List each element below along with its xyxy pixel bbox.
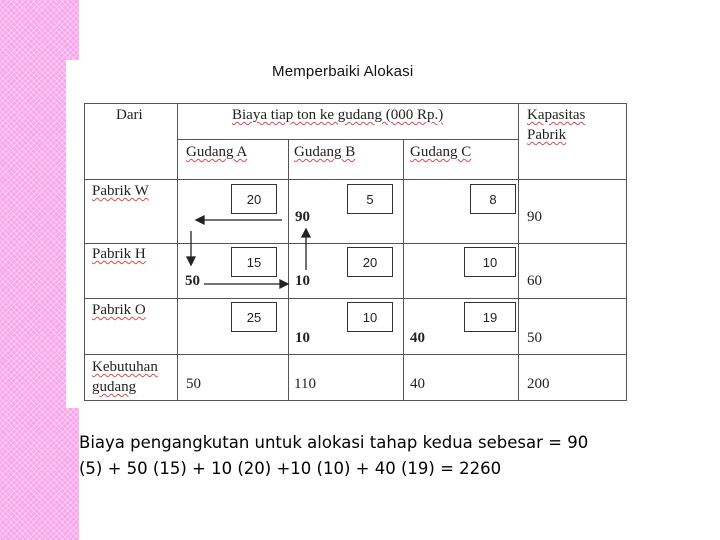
- footer-label-gudang: gudang: [92, 379, 137, 395]
- header-gudang-b: Gudang B: [294, 144, 356, 160]
- footer-label-kebutuhan: Kebutuhan: [92, 359, 158, 375]
- cost-cell: 20: [231, 184, 277, 214]
- caption-line-1: Biaya pengangkutan untuk alokasi tahap kedua sebesar = 90: [79, 433, 589, 452]
- header-kapasitas-1: Kapasitas: [527, 107, 586, 123]
- alloc-h-b: 10: [295, 273, 310, 289]
- alloc-w-b: 90: [295, 209, 310, 225]
- cost-cell: 10: [464, 247, 516, 277]
- arrow-down-head: [187, 257, 195, 265]
- cost-cell: 10: [347, 302, 393, 332]
- cost-cell: 8: [470, 184, 516, 214]
- cost-cell: 25: [231, 302, 277, 332]
- table-title: Memperbaiki Alokasi: [272, 63, 414, 80]
- cost-cell: 15: [231, 247, 277, 277]
- capacity-h: 60: [527, 273, 542, 289]
- header-kapasitas-2: Pabrik: [527, 127, 567, 143]
- arrow-up-head: [302, 229, 310, 237]
- cost-cell: 20: [347, 247, 393, 277]
- alloc-h-a: 50: [185, 273, 200, 289]
- arrow-left-head: [196, 216, 204, 224]
- alloc-o-c: 40: [410, 330, 425, 346]
- demand-b: 110: [294, 376, 316, 392]
- caption-line-2: (5) + 50 (15) + 10 (20) +10 (10) + 40 (19) = 2260: [79, 459, 502, 478]
- row-label-pabrik-o: Pabrik O: [92, 302, 146, 318]
- cost-cell: 19: [464, 302, 516, 332]
- demand-total: 200: [527, 376, 550, 392]
- cost-cell: 5: [347, 184, 393, 214]
- header-biaya: Biaya tiap ton ke gudang (000 Rp.): [232, 107, 444, 123]
- allocation-table: [84, 103, 627, 401]
- header-dari: Dari: [116, 107, 143, 123]
- header-gudang-c: Gudang C: [410, 144, 472, 160]
- capacity-w: 90: [527, 209, 542, 225]
- row-label-pabrik-h: Pabrik H: [92, 246, 146, 262]
- capacity-o: 50: [527, 330, 542, 346]
- alloc-o-b: 10: [295, 330, 310, 346]
- arrow-right-head: [280, 280, 288, 288]
- demand-c: 40: [410, 376, 425, 392]
- demand-a: 50: [186, 376, 201, 392]
- row-label-pabrik-w: Pabrik W: [92, 183, 149, 199]
- cost-caption: [79, 430, 639, 482]
- header-gudang-a: Gudang A: [186, 144, 248, 160]
